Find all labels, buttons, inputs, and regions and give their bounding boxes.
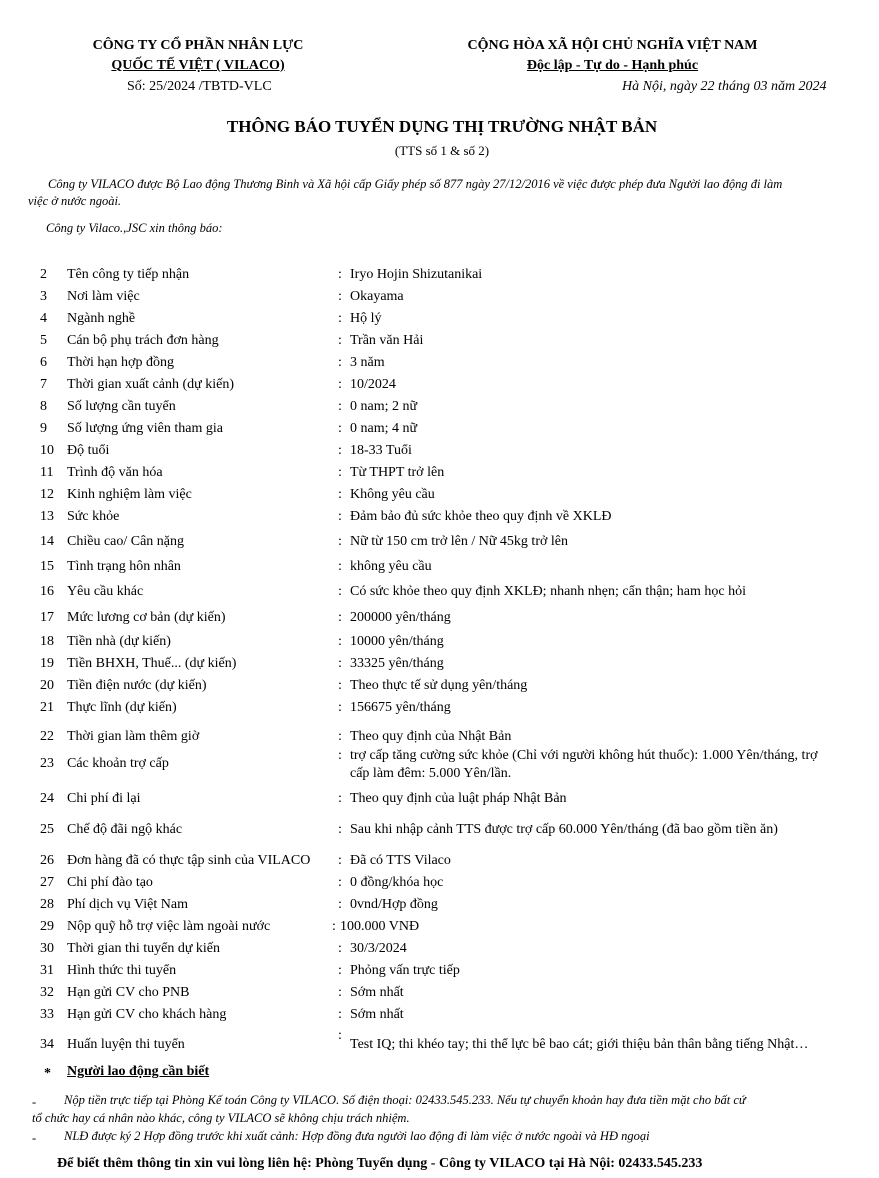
row-colon: : xyxy=(338,678,342,693)
row-number: 13 xyxy=(40,509,54,524)
row-label: Kinh nghiệm làm việc xyxy=(67,487,192,502)
row-value: Đảm bảo đủ sức khỏe theo quy định về XKLĐ xyxy=(350,509,612,524)
row-colon: : xyxy=(338,610,342,625)
row-label: Tình trạng hôn nhân xyxy=(67,559,181,574)
row-number: 5 xyxy=(40,333,47,348)
row-label: Tiền nhà (dự kiến) xyxy=(67,634,171,649)
row-number: 15 xyxy=(40,559,54,574)
row-value: 18-33 Tuổi xyxy=(350,443,412,458)
row-value: 0 nam; 4 nữ xyxy=(350,421,418,436)
row-value: 0 đồng/khóa học xyxy=(350,875,444,890)
table-row xyxy=(0,941,879,961)
row-colon: : xyxy=(338,333,342,348)
table-row xyxy=(0,559,879,579)
table-row xyxy=(0,963,879,983)
row-number: 9 xyxy=(40,421,47,436)
row-number: 2 xyxy=(40,267,47,282)
table-row xyxy=(0,399,879,419)
row-number: 7 xyxy=(40,377,47,392)
row-number: 14 xyxy=(40,534,54,549)
row-number: 30 xyxy=(40,941,54,956)
row-label: Trình độ văn hóa xyxy=(67,465,163,480)
row-value: 30/3/2024 xyxy=(350,941,407,956)
row-colon: : xyxy=(338,559,342,574)
table-row xyxy=(0,610,879,630)
row-value: 3 năm xyxy=(350,355,385,370)
row-number: 25 xyxy=(40,822,54,837)
row-label: Các khoản trợ cấp xyxy=(67,756,169,771)
company-name: CÔNG TY CỔ PHẦN NHÂN LỰC xyxy=(92,38,304,53)
row-colon: : xyxy=(338,791,342,806)
company-name-short: QUỐC TẾ VIỆT ( VILACO) xyxy=(111,58,285,73)
row-number: 3 xyxy=(40,289,47,304)
table-row xyxy=(0,584,879,604)
row-number: 6 xyxy=(40,355,47,370)
row-colon: : xyxy=(338,941,342,956)
table-row xyxy=(0,355,879,375)
table-row xyxy=(0,289,879,309)
row-colon: : xyxy=(338,289,342,304)
row-value: 10/2024 xyxy=(350,377,396,392)
page-title: THÔNG BÁO TUYỂN DỤNG THỊ TRƯỜNG NHẬT BẢN xyxy=(226,117,658,136)
table-row xyxy=(0,729,879,749)
row-colon: : xyxy=(338,822,342,837)
table-row xyxy=(0,700,879,720)
row-colon: : xyxy=(338,355,342,370)
intro-line-2: việc ở nước ngoài. xyxy=(28,194,122,208)
row-value: 33325 yên/tháng xyxy=(350,656,444,671)
row-label: Thời gian thi tuyển dự kiến xyxy=(67,941,221,956)
row-label: Mức lương cơ bản (dự kiến) xyxy=(67,610,226,625)
row-number: 34 xyxy=(40,1037,54,1052)
row-value: 200000 yên/tháng xyxy=(350,610,451,625)
table-row xyxy=(0,1007,879,1027)
table-row xyxy=(0,509,879,529)
row-label: Tiền điện nước (dự kiến) xyxy=(67,678,207,693)
row-value: Iryo Hojin Shizutanikai xyxy=(350,267,483,282)
row-colon: : xyxy=(338,311,342,326)
row-number: 26 xyxy=(40,853,54,868)
row-value: Sau khi nhập cảnh TTS được trợ cấp 60.000 Yên/tháng (đã bao gồm tiền ăn) xyxy=(350,822,778,837)
row-value: Không yêu cầu xyxy=(350,487,435,502)
table-row xyxy=(0,634,879,654)
table-row xyxy=(0,1028,879,1057)
row-value: Sớm nhất xyxy=(350,1007,404,1022)
row-value: Theo quy định của luật pháp Nhật Bản xyxy=(350,791,567,806)
row-colon: : xyxy=(338,377,342,392)
row-value: Okayama xyxy=(350,289,404,304)
row-label: Hình thức thi tuyển xyxy=(67,963,177,978)
table-row xyxy=(0,919,879,939)
row-colon: : xyxy=(338,465,342,480)
row-colon: : xyxy=(338,421,342,436)
row-value: Theo thực tế sử dụng yên/tháng xyxy=(350,678,528,693)
row-colon: : xyxy=(338,1007,342,1022)
row-value: Sớm nhất xyxy=(350,985,404,1000)
row-label: Huấn luyện thi tuyển xyxy=(67,1037,185,1052)
row-number: 18 xyxy=(40,634,54,649)
row-number: 20 xyxy=(40,678,54,693)
row-colon: : xyxy=(338,985,342,1000)
row-label: Thời gian làm thêm giờ xyxy=(67,729,200,744)
note-1-line-1: Nộp tiền trực tiếp tại Phòng Kế toán Công ty VILACO. Số điện thoại: 02433.545.233. Nếu tự chuyển khoản hay đưa tiền mặt cho bất cứ xyxy=(64,1093,746,1107)
table-row xyxy=(0,875,879,895)
row-colon: : xyxy=(338,267,342,282)
row-number: 8 xyxy=(40,399,47,414)
document-date: Hà Nội, ngày 22 tháng 03 năm 2024 xyxy=(622,79,827,94)
contact-footer: Để biết thêm thông tin xin vui lòng liên hệ: Phòng Tuyển dụng - Công ty VILACO tại Hà Nội: 02433.545.233 xyxy=(57,1156,703,1171)
intro-line-1: Công ty VILACO được Bộ Lao động Thương Binh và Xã hội cấp Giấy phép số 877 ngày 27/12/2016 về việc được phép đưa Người lao động đi làm xyxy=(48,177,783,191)
row-number: 12 xyxy=(40,487,54,502)
row-colon: : xyxy=(338,875,342,890)
row-colon: : xyxy=(338,534,342,549)
row-value-line-2: cấp làm đêm: 5.000 Yên/lần. xyxy=(350,766,512,781)
row-label: Chế độ đãi ngộ khác xyxy=(67,822,183,837)
row-colon: : xyxy=(338,443,342,458)
row-label: Thời hạn hợp đồng xyxy=(67,355,174,370)
row-number: 16 xyxy=(40,584,54,599)
row-label: Thực lĩnh (dự kiến) xyxy=(67,700,177,715)
bullet-marker: * xyxy=(44,1066,51,1081)
announce-text: Công ty Vilaco.,JSC xin thông báo: xyxy=(46,221,223,235)
row-number: 27 xyxy=(40,875,54,890)
row-label: Nộp quỹ hỗ trợ việc làm ngoài nước xyxy=(67,919,271,934)
row-label: Tên công ty tiếp nhận xyxy=(67,267,190,282)
table-row xyxy=(0,443,879,463)
row-label: Đơn hàng đã có thực tập sinh của VILACO xyxy=(67,853,311,868)
row-label: Cán bộ phụ trách đơn hàng xyxy=(67,333,219,348)
row-value: Theo quy định của Nhật Bản xyxy=(350,729,512,744)
table-row xyxy=(0,465,879,485)
row-label: Phí dịch vụ Việt Nam xyxy=(67,897,189,912)
row-colon: : xyxy=(338,1028,342,1043)
row-value: 10000 yên/tháng xyxy=(350,634,444,649)
table-row xyxy=(0,487,879,507)
row-value: Hộ lý xyxy=(350,311,382,326)
row-label: Ngành nghề xyxy=(67,311,136,326)
nation-motto: Độc lập - Tự do - Hạnh phúc xyxy=(526,58,699,73)
row-colon: : xyxy=(338,853,342,868)
row-label: Hạn gửi CV cho PNB xyxy=(67,985,190,1000)
row-colon: : xyxy=(338,634,342,649)
row-number: 21 xyxy=(40,700,54,715)
row-label: Số lượng cần tuyển xyxy=(67,399,176,414)
note-2: NLĐ được ký 2 Hợp đồng trước khi xuất cảnh: Hợp đồng đưa người lao động đi làm việc ở nước ngoài và HĐ ngoại xyxy=(64,1129,650,1143)
row-value: Có sức khỏe theo quy định XKLĐ; nhanh nhẹn; cẩn thận; ham học hỏi xyxy=(350,584,747,599)
row-number: 23 xyxy=(40,756,54,771)
row-label: Số lượng ứng viên tham gia xyxy=(67,421,223,436)
row-number: 29 xyxy=(40,919,54,934)
row-colon: : xyxy=(338,729,342,744)
table-row xyxy=(0,853,879,873)
row-number: 33 xyxy=(40,1007,54,1022)
note-2-dash: - xyxy=(32,1131,37,1145)
row-label: Chiều cao/ Cân nặng xyxy=(67,534,185,549)
table-row xyxy=(0,421,879,441)
row-number: 19 xyxy=(40,656,54,671)
row-number: 17 xyxy=(40,610,54,625)
table-row xyxy=(0,534,879,554)
row-value: Trần văn Hải xyxy=(350,333,424,348)
row-number: 22 xyxy=(40,729,54,744)
row-colon: : xyxy=(332,919,336,934)
row-colon: : xyxy=(338,584,342,599)
row-number: 4 xyxy=(40,311,47,326)
table-row xyxy=(0,678,879,698)
row-number: 31 xyxy=(40,963,54,978)
table-row xyxy=(0,791,879,811)
row-value: Từ THPT trở lên xyxy=(350,465,445,480)
note-1-dash: - xyxy=(32,1095,37,1109)
row-value: 100.000 VNĐ xyxy=(340,919,420,934)
row-value: Nữ từ 150 cm trở lên / Nữ 45kg trở lên xyxy=(350,534,568,549)
table-row xyxy=(0,748,879,781)
row-colon: : xyxy=(338,963,342,978)
row-number: 24 xyxy=(40,791,54,806)
page-subtitle: (TTS số 1 & số 2) xyxy=(394,143,490,158)
table-row xyxy=(0,822,879,842)
row-value: không yêu cầu xyxy=(350,559,432,574)
row-colon: : xyxy=(338,399,342,414)
table-row xyxy=(0,311,879,331)
nation-title: CỘNG HÒA XÃ HỘI CHỦ NGHĨA VIỆT NAM xyxy=(467,38,758,53)
row-value: Phỏng vấn trực tiếp xyxy=(350,963,460,978)
table-row xyxy=(0,333,879,353)
table-row xyxy=(0,267,879,287)
note-1-line-2: tổ chức hay cá nhân nào khác, công ty VILACO sẽ không chịu trách nhiệm. xyxy=(32,1111,410,1125)
row-label: Thời gian xuất cảnh (dự kiến) xyxy=(67,377,234,392)
row-value: 0 nam; 2 nữ xyxy=(350,399,418,414)
row-value: Đã có TTS Vilaco xyxy=(350,853,451,868)
table-row xyxy=(0,897,879,917)
document-number: Số: 25/2024 /TBTD-VLC xyxy=(127,79,272,94)
row-label: Chi phí đi lại xyxy=(67,791,141,806)
worker-heading: Người lao động cần biết xyxy=(67,1064,210,1079)
row-colon: : xyxy=(338,700,342,715)
row-value: Test IQ; thi khéo tay; thi thể lực bê bao cát; giới thiệu bản thân bằng tiếng Nhật… xyxy=(350,1037,809,1052)
table-row xyxy=(0,377,879,397)
row-colon: : xyxy=(338,487,342,502)
row-number: 32 xyxy=(40,985,54,1000)
row-label: Hạn gửi CV cho khách hàng xyxy=(67,1007,227,1022)
row-colon: : xyxy=(338,656,342,671)
row-label: Nơi làm việc xyxy=(67,289,140,304)
row-label: Độ tuổi xyxy=(67,443,110,458)
row-value: 0vnd/Hợp đồng xyxy=(350,897,438,912)
row-colon: : xyxy=(338,748,342,763)
table-row xyxy=(0,656,879,676)
row-number: 10 xyxy=(40,443,54,458)
row-label: Sức khỏe xyxy=(67,509,120,524)
row-label: Chi phí đào tạo xyxy=(67,875,153,890)
row-number: 11 xyxy=(40,465,54,480)
row-number: 28 xyxy=(40,897,54,912)
row-label: Tiền BHXH, Thuế... (dự kiến) xyxy=(67,656,237,671)
row-colon: : xyxy=(338,509,342,524)
row-colon: : xyxy=(338,897,342,912)
row-label: Yêu cầu khác xyxy=(67,584,144,599)
row-value: trợ cấp tăng cường sức khỏe (Chỉ với người không hút thuốc): 1.000 Yên/tháng, trợ xyxy=(350,748,818,763)
table-row xyxy=(0,985,879,1005)
row-value: 156675 yên/tháng xyxy=(350,700,451,715)
